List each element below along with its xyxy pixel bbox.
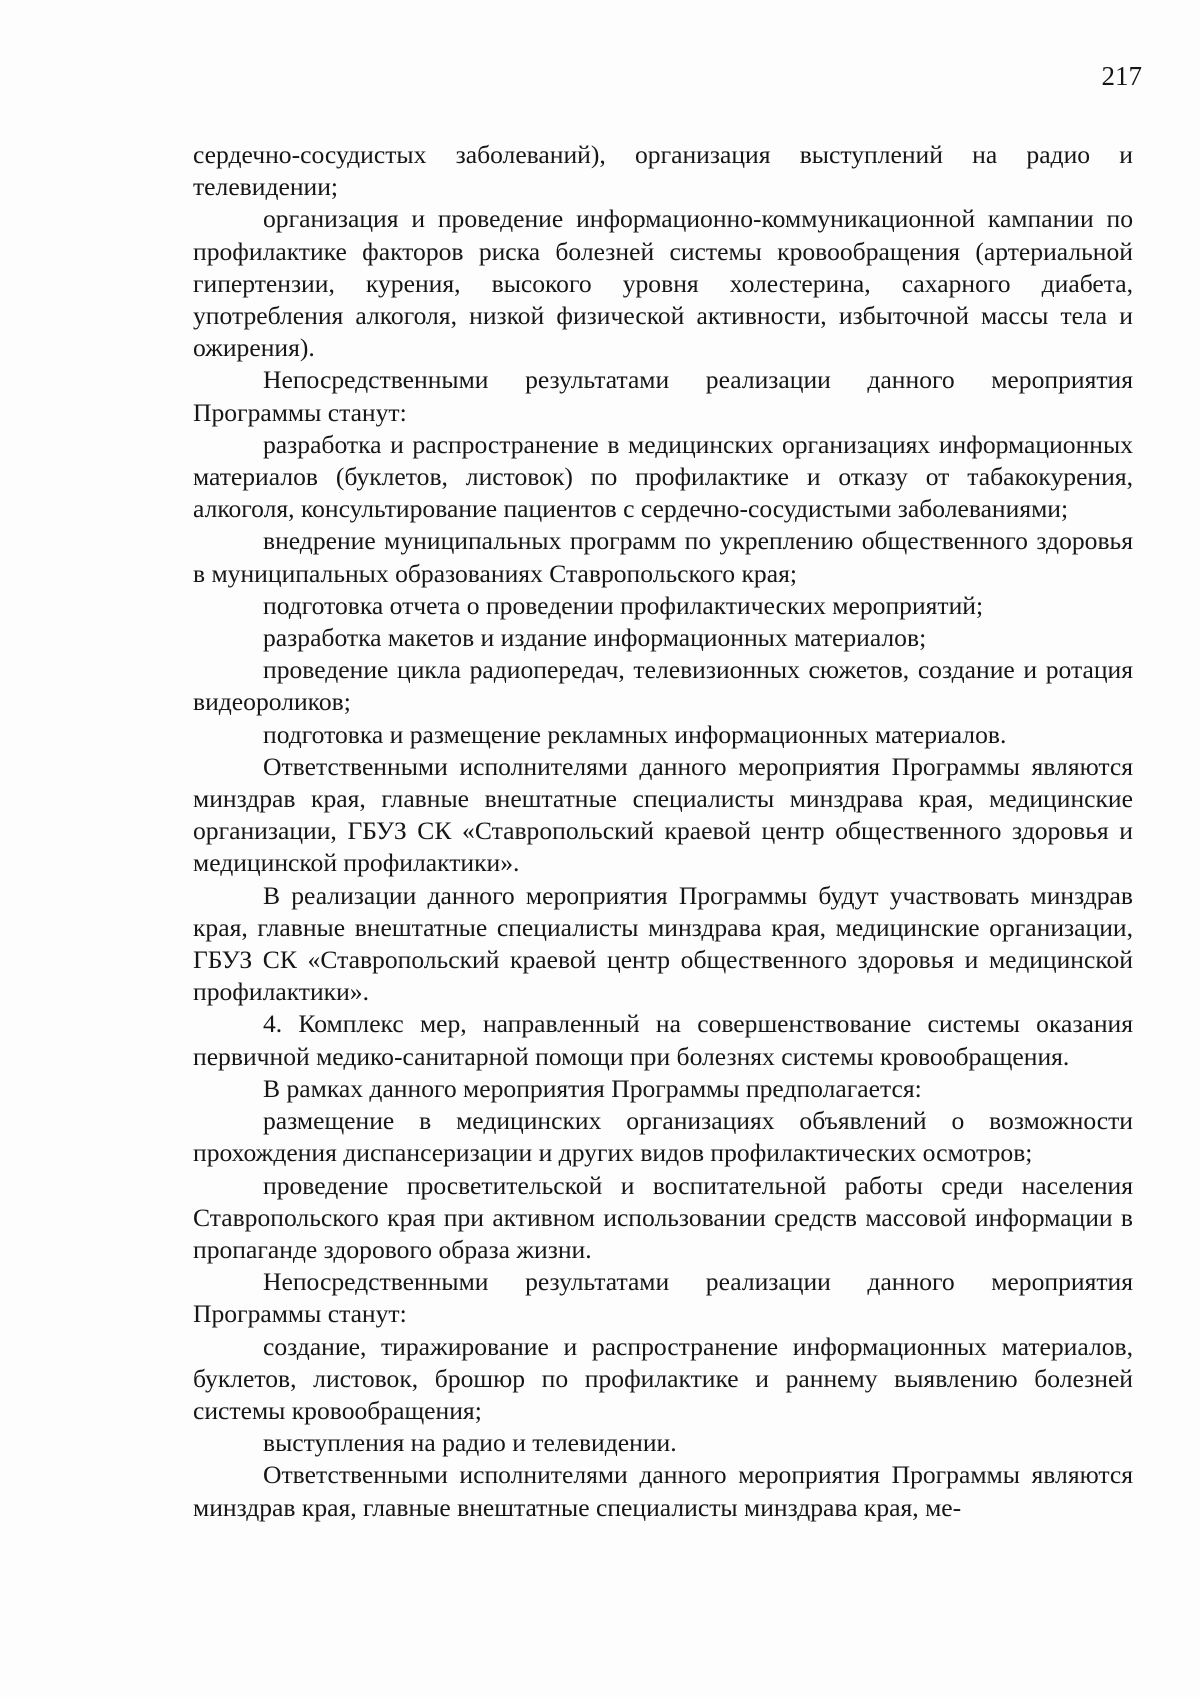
paragraph-radio-cycle: проведение цикла радиопередач, телевизионных сюжетов, создание и ротация видеороликов; [193,655,1133,717]
paragraph-education: проведение просветительской и воспитательной работы среди населения Ставропольского края при активном использовании средств массовой информации в пропаганде здорового образа жизни. [193,1170,1133,1264]
paragraph-advertising: подготовка и размещение рекламных информационных материалов. [263,719,1007,749]
paragraph-materials: разработка и распространение в медицинских организациях информационных материалов (буклетов, листовок) по профилактике и отказу от табакокурения, алкоголя, консультирование пациентов с сердечно-сосудистыми заболеваниями; [193,429,1133,524]
paragraph-announcements: размещение в медицинских организациях объявлений о возможности прохождения диспансеризации и других видов профилактических осмотров; [193,1106,1133,1168]
paragraph-participants: В реализации данного мероприятия Программы будут участвовать минздрав края, главные внештатные специалисты минздрава края, медицинские организации, ГБУЗ СК «Ставропольский краевой центр общественного здоровья и медицинской профилактики». [193,880,1133,1007]
paragraph-results-intro-2: Непосредственными результатами реализации данного мероприятия Программы станут: [193,1267,1133,1329]
paragraph-brochures: создание, тиражирование и распространение информационных материалов, буклетов, листовок, брошюр по профилактике и раннему выявлению болезней системы кровообращения; [193,1331,1133,1425]
paragraph-responsible-2: Ответственными исполнителями данного мероприятия Программы являются минздрав края, главные внештатные специалисты минздрава края, ме- [193,1460,1133,1522]
page-number: 217 [1101,61,1142,91]
paragraph-results-intro: Непосредственными результатами реализации данного мероприятия Программы станут: [193,365,1133,427]
paragraph-campaign: организация и проведение информационно-коммуникационной кампании по профилактике факторов риска болезней системы кровообращения (артериальной гипертензии, курения, высокого уровня холестерина, сахарного диабета, употребления алкоголя, низкой физической активности, избыточной массы тела и ожирения). [193,204,1133,363]
paragraph-responsible: Ответственными исполнителями данного мероприятия Программы являются минздрав края, главные внештатные специалисты минздрава края, медицинские организации, ГБУЗ СК «Ставропольский краевой центр общественного здоровья и медицинской профилактики». [193,751,1133,878]
paragraph-report: подготовка отчета о проведении профилактических мероприятий; [263,590,984,620]
paragraph-framework: В рамках данного мероприятия Программы предполагается: [263,1073,922,1103]
paragraph-municipal-programs: внедрение муниципальных программ по укреплению общественного здоровья в муниципальных образованиях Ставропольского края; [193,526,1133,588]
paragraph-section-4: 4. Комплекс мер, направленный на совершенствование системы оказания первичной медико-санитарной помощи при болезнях системы кровообращения. [193,1009,1133,1071]
body-text [193,139,1133,1524]
paragraph-continuation: сердечно-сосудистых заболеваний), организация выступлений на радио и телевидении; [193,140,1133,202]
paragraph-layouts: разработка макетов и издание информационных материалов; [263,623,927,653]
paragraph-broadcasts: выступления на радио и телевидении. [263,1428,677,1458]
